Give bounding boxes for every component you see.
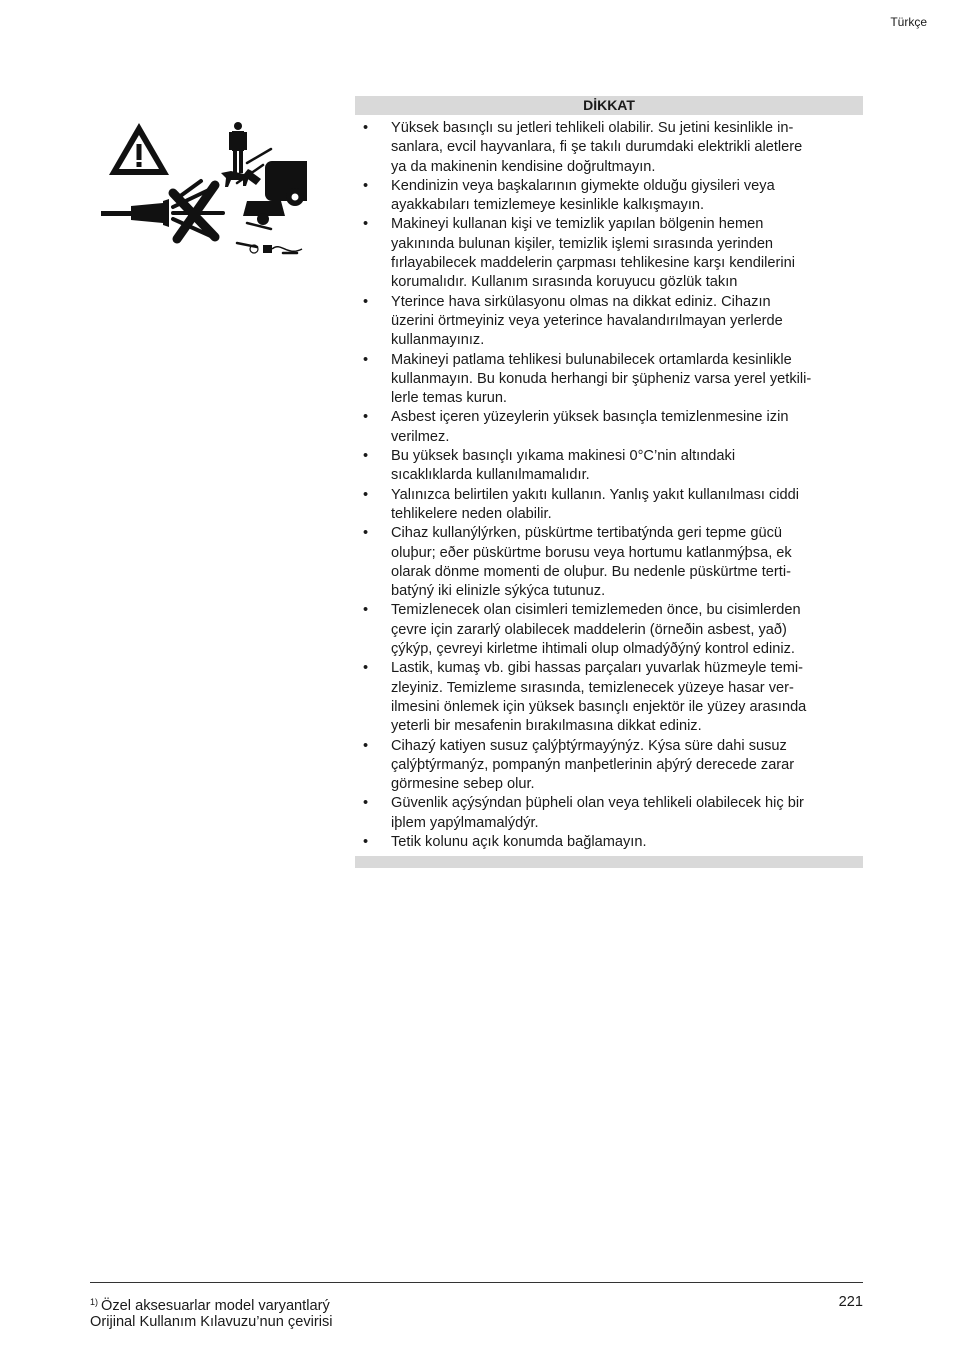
machine-icon	[243, 161, 307, 225]
warning-item: • Yüksek basınçlı su jetleri tehlikeli olabilir. Su jetini kesinlikle in- sanlara, evcil hayvanlara, fi şe takılı durumdaki elektrikli aletlere ya da makinenin kendisine doğrultmayın.	[355, 119, 863, 177]
warning-item: • Tetik kolunu açık konumda bağlamayın.	[355, 833, 863, 852]
warning-item: • Makineyi patlama tehlikesi bulunabilecek ortamlarda kesinlikle kullanmayın. Bu konuda herhangi bir şüpheniz varsa yerel yetkili- lerle temas kurun.	[355, 351, 863, 409]
notice-title: DİKKAT	[355, 96, 863, 115]
warning-item: • Lastik, kumaş vb. gibi hassas parçaları yuvarlak hüzmeyle temi- zleyiniz. Temizleme sırasında, temizlenecek yüzeye hasar ver- ilmesini önlemek için yüksek basınçlı enjektör ile yüzey arasında yeterli bir mesafenin bırakılmasına dikkat ediniz.	[355, 659, 863, 736]
warning-item: • Asbest içeren yüzeylerin yüksek basınçla temizlenmesine izin verilmez.	[355, 408, 863, 447]
warning-item: • Makineyi kullanan kişi ve temizlik yapılan bölgenin hemen yakınında bulunan kişiler, temizlik işlemi sırasında yerinden fırlayabilecek maddelerin çarpması tehlikesine karşı kendilerini korumalıdır. Kullanım sırasında koruyucu gözlük takın	[355, 215, 863, 292]
footnote-marker: 1)	[90, 1297, 99, 1307]
footer-divider	[90, 1282, 863, 1283]
warning-item: • Cihazý katiyen susuz çalýþtýrmayýnýz. Kýsa süre dahi susuz çalýþtýrmanýz, pompanýn manþetlerinin aþýrý derecede zarar görmesine sebep olur.	[355, 737, 863, 795]
warning-item: • Cihaz kullanýlýrken, püskürtme tertibatýnda geri tepme gücü oluþur; eðer püskürtme borusu veya hortumu katlanmýþsa, ek olarak dönme momenti de oluþur. Bu nedenle püskürtme terti- batýný iki elinizle sýkýca tutunuz.	[355, 524, 863, 601]
warning-item: • Temizlenecek olan cisimleri temizlemeden önce, bu cisimlerden çevre için zararlý olabilecek maddelerin (örneðin asbest, yað) çýkýp, çevreyi kirletme ihtimali olup olmadýðýný kontrol ediniz.	[355, 601, 863, 659]
warning-item: • Yalınızca belirtilen yakıtı kullanın. Yanlış yakıt kullanılması ciddi tehlikelere neden olabilir.	[355, 486, 863, 525]
page-number: 221	[838, 1294, 863, 1310]
spray-lance-icon	[101, 199, 169, 227]
person-icon	[229, 122, 247, 173]
warning-item: • Güvenlik açýsýndan þüpheli olan veya tehlikeli olabilecek hiç bir iþlem yapýlmamalýdýr.	[355, 794, 863, 833]
warning-item: • Kendinizin veya başkalarının giymekte olduğu giysileri veya ayakkabıları temizlemeye kesinlikle kalkışmayın.	[355, 177, 863, 216]
document-subtitle: Orijinal Kullanım Kılavuzu’nun çevirisi	[90, 1314, 333, 1330]
warning-triangle-icon	[109, 123, 169, 175]
warning-item: • Yterince hava sirkülasyonu olmas na dikkat ediniz. Cihazın üzerini örtmeyiniz veya yeterince havalandırılmayan yerlerde kullanmayınız.	[355, 293, 863, 351]
warning-notice	[355, 96, 863, 868]
warning-list	[355, 115, 863, 852]
safety-warning-pictogram	[97, 117, 307, 267]
footnote-text: Özel aksesuarlar model varyantlarý	[101, 1298, 330, 1314]
warning-item: • Bu yüksek basınçlı yıkama makinesi 0°C’nin altındaki sıcaklıklarda kullanılmamalıdır.	[355, 447, 863, 486]
language-label: Türkçe	[890, 15, 927, 29]
notice-footer-bar	[355, 856, 863, 868]
